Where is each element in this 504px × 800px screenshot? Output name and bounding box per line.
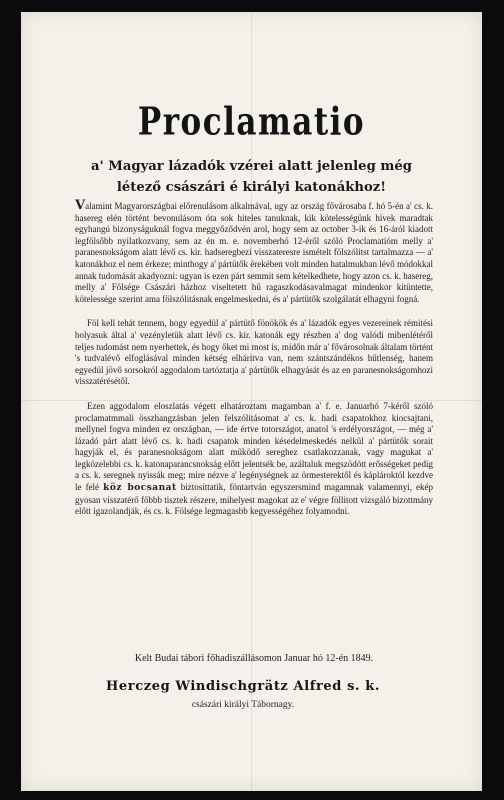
paragraph-3-emphasis: köz bocsanat bbox=[103, 483, 177, 494]
document-subtitle bbox=[61, 156, 442, 198]
paragraph-3 bbox=[75, 401, 433, 518]
paragraph-2: Föl kell tehát tennem, hogy egyedül a' pártütő fönökök és a' lázadók egyes vezereinek rémitési bolyasuk által a' vezényletük alatt lévő cs. kir. katonák egy részben a' dog valódi mibenlétéről teljes tudomást nem nyerhettek, és hogy őket mi most is, midőn már a' fővárosolnak általam történt 's tudvalévő elfoglásával minden kétség elháritva van, nem szántszándékos hűtlenség, hanem egyedül jövő sorsokról aggodalom tartóztatja a' pártütők elhagyását és az en paranesnokságomhozi visszatérésétől. bbox=[75, 318, 433, 387]
paragraph-1-dropcap: V bbox=[75, 198, 86, 213]
paragraph-1 bbox=[75, 200, 433, 305]
proclamation-body bbox=[75, 200, 433, 531]
subtitle-line-2: létező császári é királyi katonákhoz! bbox=[116, 180, 387, 195]
signature: Herczeg Windischgrätz Alfred s. k. bbox=[106, 679, 380, 694]
dateline: Kelt Budai tábori főhadiszállásomon Januar hó 12-én 1849. bbox=[134, 653, 374, 664]
paragraph-1-text: alamint Magyarországbai előrenulásom alkalmával, ugy az ország fővárosaba f. hó 5-én a' cs. k. hasereg elén történt bevonulásom óta sok hiteles tanuknak, kik kötelességünk hívek maradtak egyhangú bizonyságuknál fogva meggyőződvén arol, hogy sem az october 3-ik és 16-áról kiadott legfölsőbb nyilatkozvany, sem az én m. e. novemberhó 12-éről szóló Proclamatióm melly a' paranesnokságom alatt lévő cs. kir. hadseregbezi visszateresre ismételt fölszólitst tartalmazza — a' katonákhoz el nem érkeze; minthogy a' pártütők érekében volt minden hatalmukban lévő módokkal annak tudomását akadyozni: ugyan is ezen párt semmit sem kételkedhete, hogy azon cs. k. hasereg, melly a' Fölsége Császári házhoz viseltetett hű ragaszkodásavalmagat mindenkor kitüntette, kötelessége szerint ama fölszólitásnak engelmeskedni, és a' pártütők szolgálatát elhagyni fogná. bbox=[75, 201, 434, 304]
signature-role: császári királyi Tábornagy. bbox=[191, 700, 295, 710]
subtitle-line-1: a' Magyar lázadók vzérei alatt jelenleg még bbox=[91, 159, 412, 174]
paragraph-3-text-b: biztosíttatik, föntartván egyszersmind magamnak valamennyi, ekép gyosan visszatérő főbbb tisztek részere, mihelyest magokat az e' végre föllitott vizsgáló bizottmány előtt igazolandják, és cs. k. Fölsége legmagasbb kegyességéhez folyamodni. bbox=[75, 482, 434, 517]
document-title: Proclamatio bbox=[137, 99, 366, 145]
paragraph-3-text-a: Ezen aggodalom eloszlatás végett elhatároztam magamban a' f. e. Januarhó 7-kéről szóló proclamatmmali összhangzásban jelen felszólitásomat a' cs. k. hadi csapatokhoz kiocsajtani, mellynel fogva minden ez országban, — ide értve totországot, anatol 's erdélyországot, — még a' lázadó párt alatt lévő cs. k. hadi csapatok minden késedelmeskedés nelkül a' pártütők sorait hagyják el, és paranesnokságom alatt működő sereghez csatlakozzanak, vagy magukat a' legközelebbi cs. k. katonaparancsnokság előtt jelentsék be, azáltaluk megszödött erősségeket pedig a cs. k. seregnek nyissák meg; mire nézve a' legénységnek az örmesterektől és káplároktól kezdve le felé bbox=[75, 400, 433, 493]
